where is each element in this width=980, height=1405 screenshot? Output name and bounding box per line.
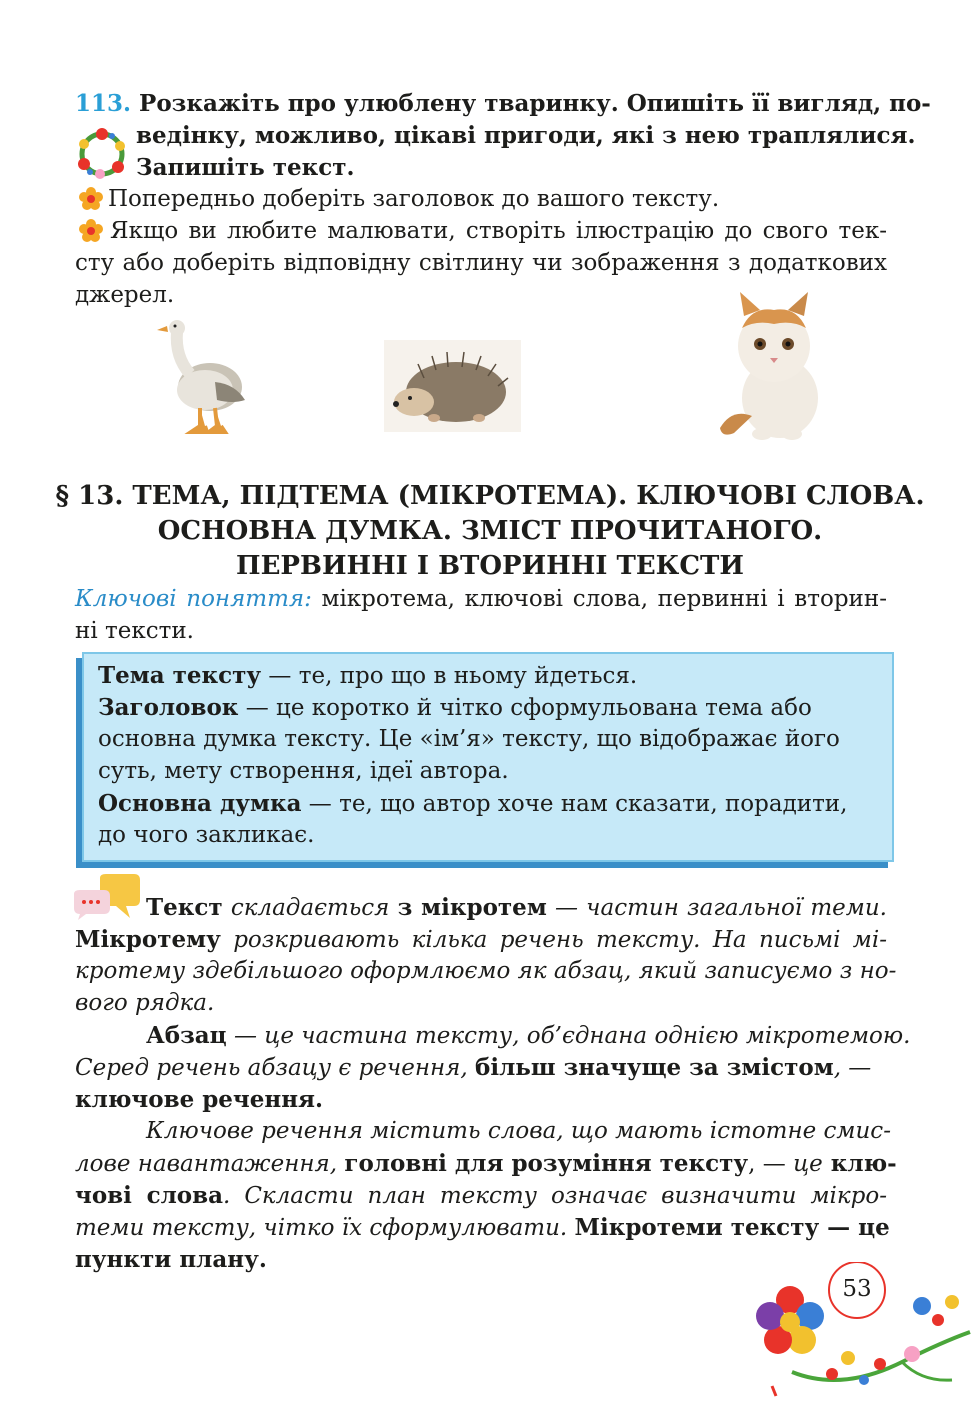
rule-text: — частин загальної теми. [546, 895, 887, 921]
exercise-number: 113. [75, 90, 132, 117]
rule-term-text: Текст [146, 894, 223, 921]
hint-2-line-2: сту або доберіть відповідну світлину чи зображення з додаткових [75, 250, 887, 276]
rule-p2-line-2 [75, 1052, 871, 1084]
exercise-task-text: Розкажіть про улюблену тваринку. Опишіть її вигляд, по- [139, 90, 931, 117]
speech-bubble-icon [70, 874, 142, 922]
rule-text: це [793, 1151, 823, 1177]
rule-text: теми тексту, чітко їх сформулювати. [75, 1215, 575, 1241]
rule-emphasis: чові слова [75, 1182, 224, 1209]
goose-image [155, 312, 255, 437]
definition-zagolovok-text: — це коротко й чітко сформульована тема або [238, 695, 812, 721]
rule-p1-line-4: вого рядка. [75, 990, 215, 1016]
rule-text: лове навантаження, [75, 1151, 345, 1177]
rule-term-abzats: Абзац [146, 1022, 227, 1049]
key-concepts-label: Ключові поняття: [75, 586, 312, 612]
exercise-line-2: ведінку, можливо, цікаві пригоди, які з нею траплялися. [136, 122, 916, 149]
rule-text: розкривають кілька речень тексту. На письмі мі- [220, 927, 887, 953]
definition-zagolovok-line-3: суть, мету створення, ідеї автора. [98, 758, 509, 784]
definition-dumka [98, 788, 847, 820]
rule-text: складається [222, 895, 398, 921]
definition-zagolovok [98, 692, 812, 724]
rule-emphasis: більш значуще за змістом [474, 1054, 834, 1081]
definition-dumka-line-2: до чого закликає. [98, 822, 315, 848]
hint-2-line-1: Якщо ви любите малювати, створіть ілюстрацію до свого тек- [110, 218, 887, 244]
rule-p1-line-2 [75, 924, 887, 956]
rule-emphasis: Мікротеми тексту — це [574, 1214, 890, 1241]
rule-text: Серед речень абзацу є речення, [75, 1055, 475, 1081]
rule-p3-line-2 [75, 1148, 897, 1180]
rule-p1-line-3: кротему здебільшого оформлюємо як абзац, який записуємо з но- [75, 958, 897, 984]
rule-p3-line-4 [75, 1212, 890, 1244]
term-dumka: Основна думка [98, 790, 302, 817]
rule-term-microtema: Мікротему [75, 926, 221, 953]
rule-text: , — [748, 1151, 794, 1177]
definition-tema [98, 660, 637, 692]
section-title-line-1: § 13. ТЕМА, ПІДТЕМА (МІКРОТЕМА). КЛЮЧОВІ СЛОВА. [55, 481, 925, 511]
rule-emphasis: головні для розуміння тексту [344, 1150, 749, 1177]
rule-text: , — [833, 1055, 872, 1081]
rule-p2-line-3: ключове речення. [75, 1086, 324, 1113]
rule-p3-line-3 [75, 1180, 887, 1212]
rule-emphasis: клю- [822, 1150, 897, 1177]
flower-bullet-icon [78, 218, 104, 244]
key-concepts-line-1 [75, 584, 887, 615]
hint-2-line-3: джерел. [75, 282, 175, 308]
kitten-image [712, 288, 837, 443]
rule-p2-line-1 [146, 1020, 911, 1052]
term-tema: Тема тексту [98, 662, 262, 689]
rule-text: — це частина тексту, об’єднана однією мікротемою. [226, 1023, 911, 1049]
exercise-line-1 [75, 88, 931, 119]
definition-tema-text: — те, про що в ньому йдеться. [261, 663, 638, 689]
definition-dumka-text: — те, що автор хоче нам сказати, порадити, [301, 791, 848, 817]
section-title-line-2: ОСНОВНА ДУМКА. ЗМІСТ ПРОЧИТАНОГО. [157, 516, 823, 546]
hedgehog-image [384, 340, 521, 432]
rule-p3-line-5: пункти плану. [75, 1246, 267, 1273]
hint-1: Попередньо доберіть заголовок до вашого тексту. [108, 186, 720, 212]
flower-wreath-icon [72, 124, 132, 184]
key-concepts-line-2: ні тексти. [75, 618, 194, 644]
exercise-line-3: Запишіть текст. [136, 154, 355, 181]
rule-text: . Скласти план тексту означає визначити мікро- [223, 1183, 887, 1209]
rule-term-microtems: з мікротем [397, 894, 547, 921]
rule-p3-line-1: Ключове речення містить слова, що мають істотне смис- [146, 1118, 891, 1144]
flower-bullet-icon [78, 186, 104, 212]
term-zagolovok: Заголовок [98, 694, 239, 721]
section-title-line-3: ПЕРВИННІ І ВТОРИННІ ТЕКСТИ [236, 551, 744, 581]
page-number: 53 [842, 1276, 872, 1302]
definition-zagolovok-line-2: основна думка тексту. Це «ім’я» тексту, що відображає його [98, 726, 840, 752]
rule-p1-line-1 [146, 892, 887, 924]
key-concepts-text: мікротема, ключові слова, первинні і вторин- [311, 586, 887, 612]
